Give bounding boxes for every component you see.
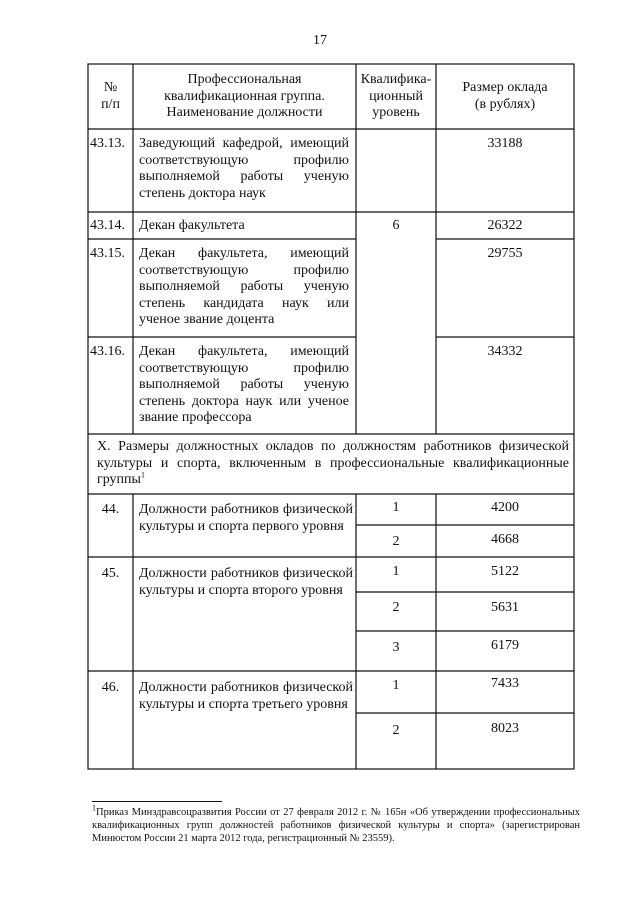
group-num: 44.	[101, 502, 120, 517]
salary-value: 4668	[491, 532, 519, 547]
row-num: 43.16.	[90, 344, 125, 359]
group-num: 46.	[101, 680, 120, 695]
salary-value: 8023	[491, 721, 519, 736]
qualification-level: 6	[392, 218, 400, 233]
salary-value: 26322	[487, 218, 523, 233]
footnote-mark: 1	[92, 803, 96, 813]
footnote	[92, 803, 580, 845]
qualification-level: 1	[392, 500, 400, 515]
row-num: 43.14.	[90, 218, 125, 233]
header-group: Профессиональная квалификационная группа. Наименование должности	[164, 72, 325, 120]
group-name: Должности работников физической культуры и спорта второго уровня	[139, 566, 353, 598]
footnote-text: Приказ Минздравсоцразвития России от 27 февраля 2012 г. № 165н «Об утверждении профессиональных квалификационных групп должностей работников физической культуры и спорта» (зарегистрирован Минюстом России 21 марта 2012 года, регистрационный № 23559).	[92, 807, 580, 844]
salary-value: 29755	[487, 246, 523, 261]
qualification-level: 1	[392, 564, 400, 579]
position-name: Декан факультета	[139, 218, 245, 233]
header-salary: Размер оклада (в рублях)	[462, 80, 548, 112]
salary-value: 6179	[491, 638, 519, 653]
salary-value: 5122	[491, 564, 519, 579]
position-name: Декан факультета, имеющий соответствующую профилю выполняемой работы ученую степень доктора наук или ученое звание профессора	[139, 344, 349, 425]
row-num: 43.15.	[90, 246, 125, 261]
qualification-level: 2	[392, 600, 400, 615]
position-name: Декан факультета, имеющий соответствующую профилю выполняемой работы ученую степень кандидата наук или ученое звание доцента	[139, 246, 349, 327]
group-name: Должности работников физической культуры и спорта третьего уровня	[139, 680, 353, 712]
group-name: Должности работников физической культуры и спорта первого уровня	[139, 502, 353, 534]
salary-value: 7433	[491, 676, 519, 691]
salary-value: 33188	[487, 136, 523, 151]
section-heading	[97, 439, 569, 489]
section-heading-text: X. Размеры должностных окладов по должностям работников физической культуры и спорта, включенным в профессиональные квалификационные группы	[97, 439, 569, 487]
qualification-level: 2	[392, 723, 400, 738]
qualification-level: 3	[392, 640, 400, 655]
footnote-separator	[92, 801, 222, 802]
salary-value: 5631	[491, 600, 519, 615]
position-name: Заведующий кафедрой, имеющий соответствующую профилю выполняемой работы ученую степень доктора наук	[139, 136, 349, 201]
group-num: 45.	[101, 566, 120, 581]
page-number: 17	[313, 33, 327, 48]
salary-value: 4200	[491, 500, 519, 515]
salary-value: 34332	[487, 344, 523, 359]
footnote-ref: 1	[140, 470, 145, 480]
row-num: 43.13.	[90, 136, 125, 151]
qualification-level: 1	[392, 678, 400, 693]
qualification-level: 2	[392, 534, 400, 549]
header-level: Квалифика- ционный уровень	[360, 72, 432, 120]
header-num: № п/п	[101, 80, 120, 112]
